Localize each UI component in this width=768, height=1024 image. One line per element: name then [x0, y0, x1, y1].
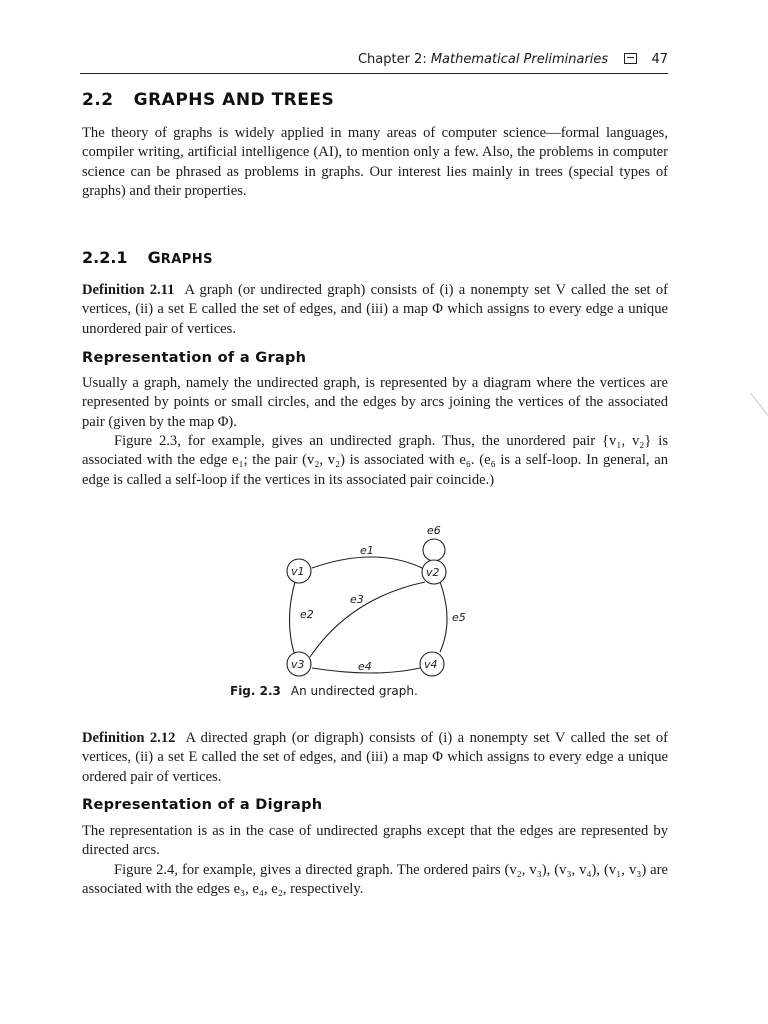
figure-caption-text: An undirected graph. — [290, 684, 418, 698]
edge-label-e3: e3 — [350, 593, 364, 606]
definition-label: Definition 2.11 — [82, 282, 175, 298]
section-intro: The theory of graphs is widely applied in many areas of computer science—formal languages, compiler writing, artificial intelligence (AI), to mention only a few. Also, the problems in computer science can be phrased as problems in graphs. Our interest lies mainly in trees (special types of graphs) and their properties. — [82, 125, 668, 200]
figure-caption — [230, 684, 540, 698]
definition-2-11 — [82, 281, 668, 339]
graph-representation-paragraph: Usually a graph, namely the undirected graph, is represented by a diagram where the vertices are represented by points or small circles, and the edges by arcs joining the vertices of the associated pair (given by the map Φ). — [82, 375, 668, 430]
edge-label-e5: e5 — [452, 611, 466, 624]
edge-e6 — [423, 539, 445, 561]
subsection-heading — [82, 248, 213, 267]
edge-label-e6: e6 — [427, 524, 441, 537]
undirected-graph-figure — [270, 520, 480, 690]
subheading-graph-representation: Representation of a Graph — [82, 350, 307, 366]
running-head-chapter: Chapter 2: — [357, 52, 427, 67]
subsection-title-initial: G — [147, 248, 161, 267]
subsection-title-rest: RAPHS — [160, 252, 214, 267]
digraph-representation-paragraph: The representation is as in the case of undirected graphs except that the edges are represented by directed arcs. — [82, 823, 668, 859]
vertex-label-v3: v3 — [291, 658, 305, 671]
figure-reference-paragraph: Figure 2.3, for example, gives an undirected graph. Thus, the unordered pair {v₁, v₂} is associated with the edge e₁; the pair (v₂, v₂) is associated with e₆. (e₆ is a self-loop. In general, an edge is called a self-loop if the vertices in its associated pair coincide.) — [82, 433, 668, 488]
figure-number: Fig. 2.3 — [230, 684, 281, 698]
vertex-label-v1: v1 — [291, 565, 305, 578]
running-head-title: Mathematical Preliminaries — [430, 52, 609, 67]
vertex-label-v2: v2 — [426, 566, 440, 579]
section-heading — [82, 90, 334, 110]
digraph-figure-reference-paragraph: Figure 2.4, for example, gives a directed graph. The ordered pairs (v₂, v₃), (v₃, v₄), (v₁, v₃) are associated with the edges e₃, e₄, e₂, respectively. — [82, 862, 668, 898]
page-number: 47 — [651, 52, 668, 67]
definition-label: Definition 2.12 — [82, 730, 176, 746]
definition-2-12 — [82, 729, 668, 787]
graph-diagram — [270, 520, 480, 690]
edge-label-e2: e2 — [300, 608, 314, 621]
edge-e2 — [290, 582, 296, 656]
definition-text: A directed graph (or digraph) consists of (i) a nonempty set V called the set of vertices, (ii) a set E called the set of edges, and (iii) a map Φ which assigns to every edge a unique ordered pair of vertices. — [82, 730, 668, 785]
edge-e1 — [312, 557, 422, 568]
book-icon — [624, 53, 637, 64]
running-head — [80, 52, 668, 74]
edge-label-e4: e4 — [358, 660, 372, 673]
subheading-digraph-representation: Representation of a Digraph — [82, 797, 323, 813]
edge-e3 — [310, 582, 425, 657]
vertex-label-v4: v4 — [424, 658, 438, 671]
edge-label-e1: e1 — [360, 544, 374, 557]
header-rule — [80, 73, 668, 74]
margin-mark — [750, 393, 768, 430]
edge-e5 — [440, 582, 447, 652]
definition-text: A graph (or undirected graph) consists of (i) a nonempty set V called the set of vertices, (ii) a set E called the set of edges, and (iii) a map Φ which assigns to every edge a unique unordered pair of vertices. — [82, 282, 669, 337]
section-number: 2.2 — [82, 90, 114, 110]
subsection-number: 2.2.1 — [82, 248, 128, 267]
section-title: GRAPHS AND TREES — [133, 90, 335, 110]
